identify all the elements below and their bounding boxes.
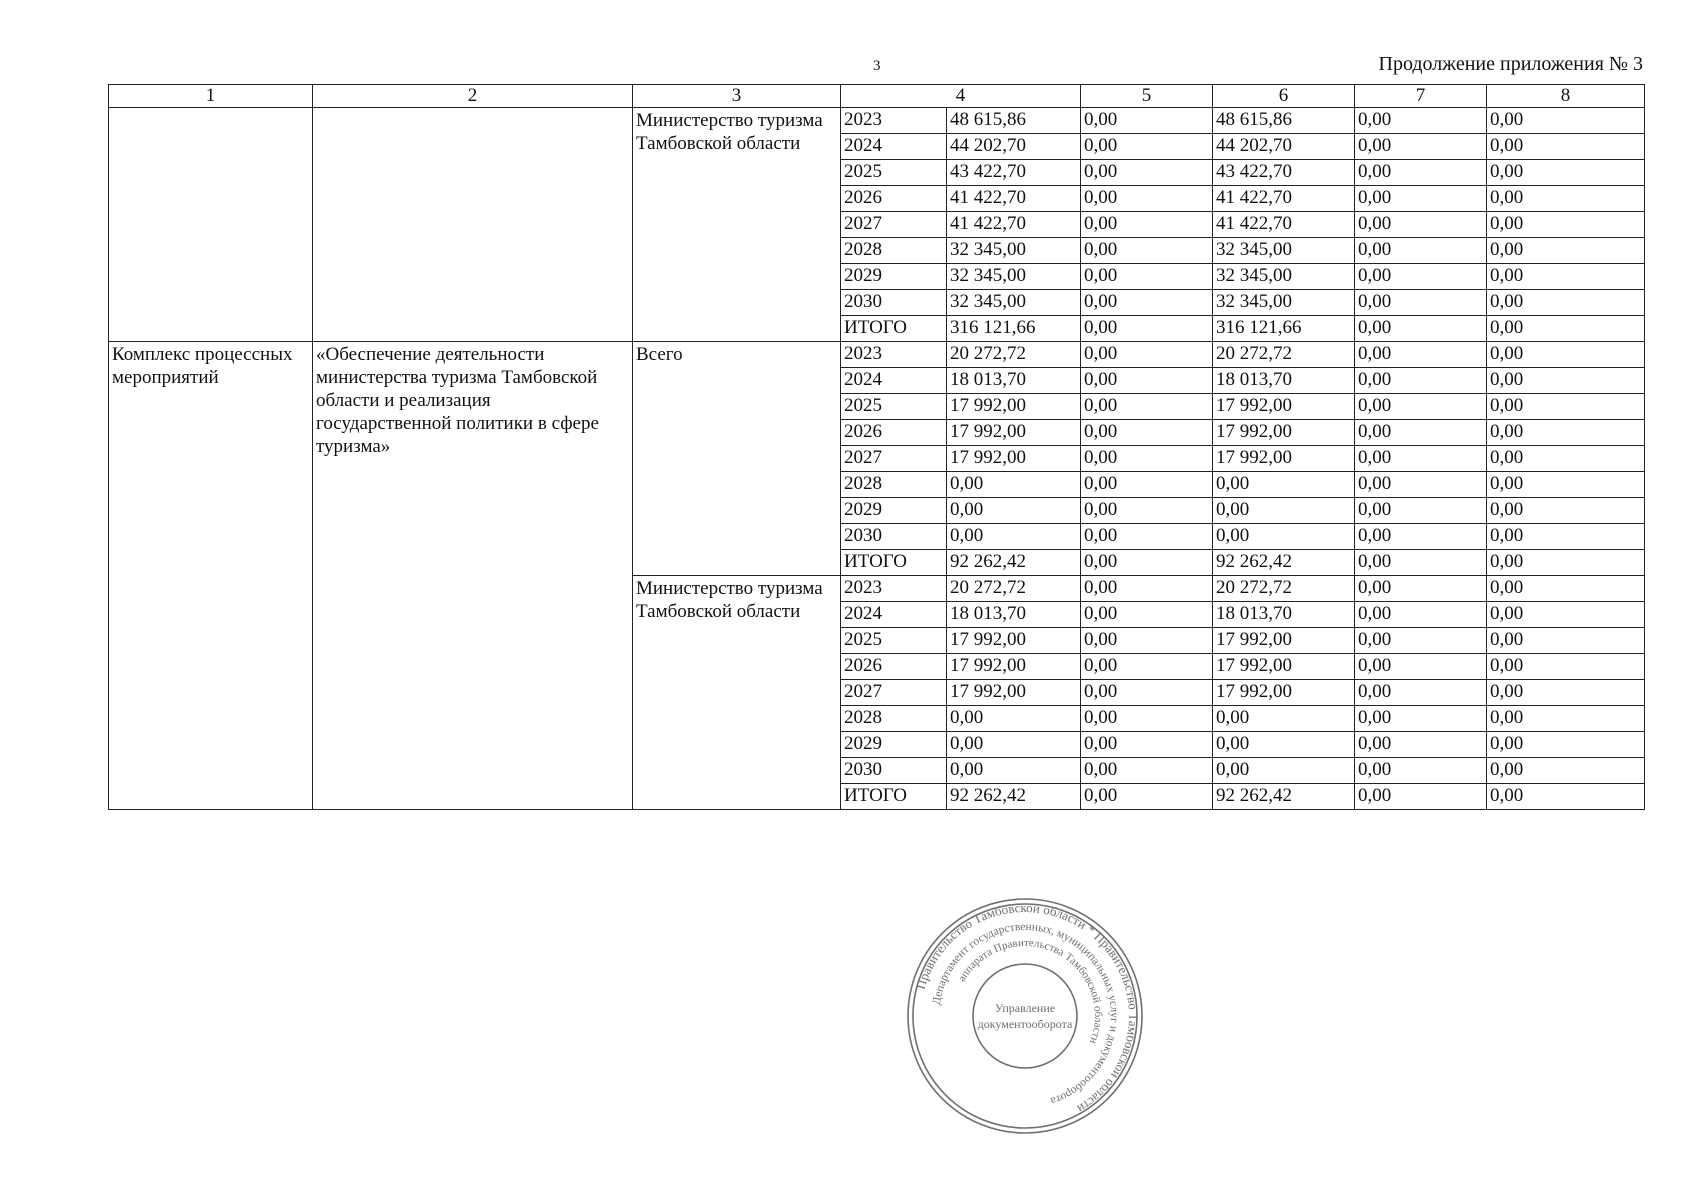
local-cell: 0,00 <box>1355 524 1487 550</box>
other-cell: 0,00 <box>1487 472 1645 498</box>
svg-text:Правительство Тамбовской облас: Правительство Тамбовской области * Правительство Тамбовской области <box>912 899 1142 1117</box>
local-cell: 0,00 <box>1355 576 1487 602</box>
year-cell: 2027 <box>841 446 947 472</box>
svg-text:документооборота: документооборота <box>977 1017 1073 1031</box>
event-type-cell <box>109 108 313 342</box>
total-cell: 0,00 <box>947 706 1081 732</box>
local-cell: 0,00 <box>1355 238 1487 264</box>
local-cell: 0,00 <box>1355 758 1487 784</box>
local-cell: 0,00 <box>1355 316 1487 342</box>
total-cell: 17 992,00 <box>947 446 1081 472</box>
regional-cell: 20 272,72 <box>1213 342 1355 368</box>
local-cell: 0,00 <box>1355 472 1487 498</box>
other-cell: 0,00 <box>1487 706 1645 732</box>
other-cell: 0,00 <box>1487 342 1645 368</box>
local-cell: 0,00 <box>1355 498 1487 524</box>
other-cell: 0,00 <box>1487 212 1645 238</box>
other-cell: 0,00 <box>1487 394 1645 420</box>
federal-cell: 0,00 <box>1081 576 1213 602</box>
federal-cell: 0,00 <box>1081 446 1213 472</box>
regional-cell: 18 013,70 <box>1213 368 1355 394</box>
year-cell: 2024 <box>841 602 947 628</box>
column-header: 2 <box>313 85 633 108</box>
federal-cell: 0,00 <box>1081 290 1213 316</box>
federal-cell: 0,00 <box>1081 316 1213 342</box>
federal-cell: 0,00 <box>1081 732 1213 758</box>
year-cell: 2030 <box>841 524 947 550</box>
year-cell: 2026 <box>841 654 947 680</box>
total-cell: 0,00 <box>947 472 1081 498</box>
regional-cell: 17 992,00 <box>1213 628 1355 654</box>
other-cell: 0,00 <box>1487 290 1645 316</box>
other-cell: 0,00 <box>1487 186 1645 212</box>
regional-cell: 17 992,00 <box>1213 446 1355 472</box>
federal-cell: 0,00 <box>1081 680 1213 706</box>
federal-cell: 0,00 <box>1081 212 1213 238</box>
local-cell: 0,00 <box>1355 264 1487 290</box>
local-cell: 0,00 <box>1355 706 1487 732</box>
column-header: 8 <box>1487 85 1645 108</box>
year-cell: 2027 <box>841 212 947 238</box>
local-cell: 0,00 <box>1355 654 1487 680</box>
event-name-cell <box>313 108 633 342</box>
other-cell: 0,00 <box>1487 524 1645 550</box>
regional-cell: 17 992,00 <box>1213 654 1355 680</box>
executor-cell: Министерство туризма Тамбовской области <box>633 576 841 810</box>
federal-cell: 0,00 <box>1081 524 1213 550</box>
regional-cell: 41 422,70 <box>1213 212 1355 238</box>
local-cell: 0,00 <box>1355 368 1487 394</box>
year-cell: 2023 <box>841 108 947 134</box>
local-cell: 0,00 <box>1355 134 1487 160</box>
other-cell: 0,00 <box>1487 550 1645 576</box>
column-header: 1 <box>109 85 313 108</box>
year-cell: 2023 <box>841 342 947 368</box>
total-cell: 41 422,70 <box>947 212 1081 238</box>
year-cell: 2028 <box>841 706 947 732</box>
year-cell: 2029 <box>841 498 947 524</box>
other-cell: 0,00 <box>1487 316 1645 342</box>
regional-cell: 0,00 <box>1213 758 1355 784</box>
svg-text:Управление: Управление <box>994 1001 1056 1015</box>
regional-cell: 32 345,00 <box>1213 238 1355 264</box>
year-cell: 2025 <box>841 628 947 654</box>
local-cell: 0,00 <box>1355 342 1487 368</box>
event-name-cell: «Обеспечение деятельности министерства туризма Тамбовской области и реализация государственной политики в сфере туризма» <box>313 342 633 810</box>
federal-cell: 0,00 <box>1081 706 1213 732</box>
local-cell: 0,00 <box>1355 732 1487 758</box>
column-header: 5 <box>1081 85 1213 108</box>
federal-cell: 0,00 <box>1081 264 1213 290</box>
year-cell: ИТОГО <box>841 550 947 576</box>
other-cell: 0,00 <box>1487 654 1645 680</box>
total-cell: 17 992,00 <box>947 654 1081 680</box>
total-cell: 48 615,86 <box>947 108 1081 134</box>
column-number-row <box>109 85 1645 108</box>
federal-cell: 0,00 <box>1081 550 1213 576</box>
regional-cell: 17 992,00 <box>1213 420 1355 446</box>
federal-cell: 0,00 <box>1081 654 1213 680</box>
event-type-cell: Комплекс процессных мероприятий <box>109 342 313 810</box>
appendix-continuation-note: Продолжение приложения № 3 <box>1378 53 1643 75</box>
other-cell: 0,00 <box>1487 238 1645 264</box>
total-cell: 0,00 <box>947 498 1081 524</box>
local-cell: 0,00 <box>1355 212 1487 238</box>
local-cell: 0,00 <box>1355 602 1487 628</box>
local-cell: 0,00 <box>1355 186 1487 212</box>
total-cell: 44 202,70 <box>947 134 1081 160</box>
total-cell: 316 121,66 <box>947 316 1081 342</box>
svg-text:аппарата Правительства Тамбовс: аппарата Правительства Тамбовской области <box>955 936 1105 1046</box>
year-cell: 2028 <box>841 472 947 498</box>
other-cell: 0,00 <box>1487 758 1645 784</box>
local-cell: 0,00 <box>1355 550 1487 576</box>
year-cell: 2029 <box>841 264 947 290</box>
total-cell: 41 422,70 <box>947 186 1081 212</box>
regional-cell: 32 345,00 <box>1213 290 1355 316</box>
federal-cell: 0,00 <box>1081 394 1213 420</box>
local-cell: 0,00 <box>1355 160 1487 186</box>
other-cell: 0,00 <box>1487 108 1645 134</box>
total-cell: 17 992,00 <box>947 628 1081 654</box>
total-cell: 92 262,42 <box>947 784 1081 810</box>
year-cell: 2025 <box>841 394 947 420</box>
regional-cell: 32 345,00 <box>1213 264 1355 290</box>
other-cell: 0,00 <box>1487 680 1645 706</box>
local-cell: 0,00 <box>1355 420 1487 446</box>
year-cell: 2030 <box>841 290 947 316</box>
total-cell: 17 992,00 <box>947 420 1081 446</box>
regional-cell: 316 121,66 <box>1213 316 1355 342</box>
local-cell: 0,00 <box>1355 446 1487 472</box>
other-cell: 0,00 <box>1487 732 1645 758</box>
local-cell: 0,00 <box>1355 680 1487 706</box>
total-cell: 32 345,00 <box>947 290 1081 316</box>
column-header: 6 <box>1213 85 1355 108</box>
year-cell: 2028 <box>841 238 947 264</box>
executor-cell: Министерство туризма Тамбовской области <box>633 108 841 342</box>
total-cell: 18 013,70 <box>947 602 1081 628</box>
total-cell: 92 262,42 <box>947 550 1081 576</box>
total-cell: 20 272,72 <box>947 342 1081 368</box>
year-cell: 2024 <box>841 134 947 160</box>
other-cell: 0,00 <box>1487 368 1645 394</box>
regional-cell: 48 615,86 <box>1213 108 1355 134</box>
regional-cell: 92 262,42 <box>1213 550 1355 576</box>
other-cell: 0,00 <box>1487 576 1645 602</box>
total-cell: 18 013,70 <box>947 368 1081 394</box>
other-cell: 0,00 <box>1487 446 1645 472</box>
table-row <box>109 108 1645 134</box>
other-cell: 0,00 <box>1487 160 1645 186</box>
column-header: 3 <box>633 85 841 108</box>
federal-cell: 0,00 <box>1081 342 1213 368</box>
year-cell: 2027 <box>841 680 947 706</box>
local-cell: 0,00 <box>1355 290 1487 316</box>
total-cell: 17 992,00 <box>947 680 1081 706</box>
other-cell: 0,00 <box>1487 264 1645 290</box>
regional-cell: 17 992,00 <box>1213 394 1355 420</box>
total-cell: 0,00 <box>947 732 1081 758</box>
federal-cell: 0,00 <box>1081 368 1213 394</box>
regional-cell: 18 013,70 <box>1213 602 1355 628</box>
other-cell: 0,00 <box>1487 628 1645 654</box>
executor-cell: Всего <box>633 342 841 576</box>
budget-table <box>108 84 1645 810</box>
federal-cell: 0,00 <box>1081 238 1213 264</box>
local-cell: 0,00 <box>1355 394 1487 420</box>
total-cell: 20 272,72 <box>947 576 1081 602</box>
page-number: 3 <box>873 58 881 74</box>
total-cell: 32 345,00 <box>947 238 1081 264</box>
other-cell: 0,00 <box>1487 602 1645 628</box>
total-cell: 0,00 <box>947 524 1081 550</box>
year-cell: 2025 <box>841 160 947 186</box>
year-cell: ИТОГО <box>841 316 947 342</box>
federal-cell: 0,00 <box>1081 108 1213 134</box>
regional-cell: 0,00 <box>1213 498 1355 524</box>
regional-cell: 17 992,00 <box>1213 680 1355 706</box>
svg-text:Департамент государственных, м: Департамент государственных, муниципальных услуг и документооборота <box>930 920 1121 1107</box>
local-cell: 0,00 <box>1355 784 1487 810</box>
federal-cell: 0,00 <box>1081 758 1213 784</box>
year-cell: 2026 <box>841 420 947 446</box>
official-seal <box>905 896 1145 1136</box>
year-cell: ИТОГО <box>841 784 947 810</box>
other-cell: 0,00 <box>1487 498 1645 524</box>
regional-cell: 43 422,70 <box>1213 160 1355 186</box>
federal-cell: 0,00 <box>1081 498 1213 524</box>
total-cell: 43 422,70 <box>947 160 1081 186</box>
year-cell: 2023 <box>841 576 947 602</box>
federal-cell: 0,00 <box>1081 784 1213 810</box>
year-cell: 2030 <box>841 758 947 784</box>
local-cell: 0,00 <box>1355 108 1487 134</box>
total-cell: 17 992,00 <box>947 394 1081 420</box>
year-cell: 2024 <box>841 368 947 394</box>
seal-image <box>905 896 1145 1136</box>
regional-cell: 41 422,70 <box>1213 186 1355 212</box>
regional-cell: 0,00 <box>1213 524 1355 550</box>
federal-cell: 0,00 <box>1081 472 1213 498</box>
regional-cell: 0,00 <box>1213 472 1355 498</box>
total-cell: 32 345,00 <box>947 264 1081 290</box>
federal-cell: 0,00 <box>1081 420 1213 446</box>
federal-cell: 0,00 <box>1081 602 1213 628</box>
column-header: 4 <box>841 85 1081 108</box>
year-cell: 2026 <box>841 186 947 212</box>
other-cell: 0,00 <box>1487 420 1645 446</box>
regional-cell: 44 202,70 <box>1213 134 1355 160</box>
regional-cell: 0,00 <box>1213 706 1355 732</box>
regional-cell: 0,00 <box>1213 732 1355 758</box>
federal-cell: 0,00 <box>1081 628 1213 654</box>
regional-cell: 92 262,42 <box>1213 784 1355 810</box>
local-cell: 0,00 <box>1355 628 1487 654</box>
federal-cell: 0,00 <box>1081 134 1213 160</box>
regional-cell: 20 272,72 <box>1213 576 1355 602</box>
column-header: 7 <box>1355 85 1487 108</box>
year-cell: 2029 <box>841 732 947 758</box>
total-cell: 0,00 <box>947 758 1081 784</box>
federal-cell: 0,00 <box>1081 186 1213 212</box>
other-cell: 0,00 <box>1487 134 1645 160</box>
table-row <box>109 342 1645 368</box>
federal-cell: 0,00 <box>1081 160 1213 186</box>
other-cell: 0,00 <box>1487 784 1645 810</box>
